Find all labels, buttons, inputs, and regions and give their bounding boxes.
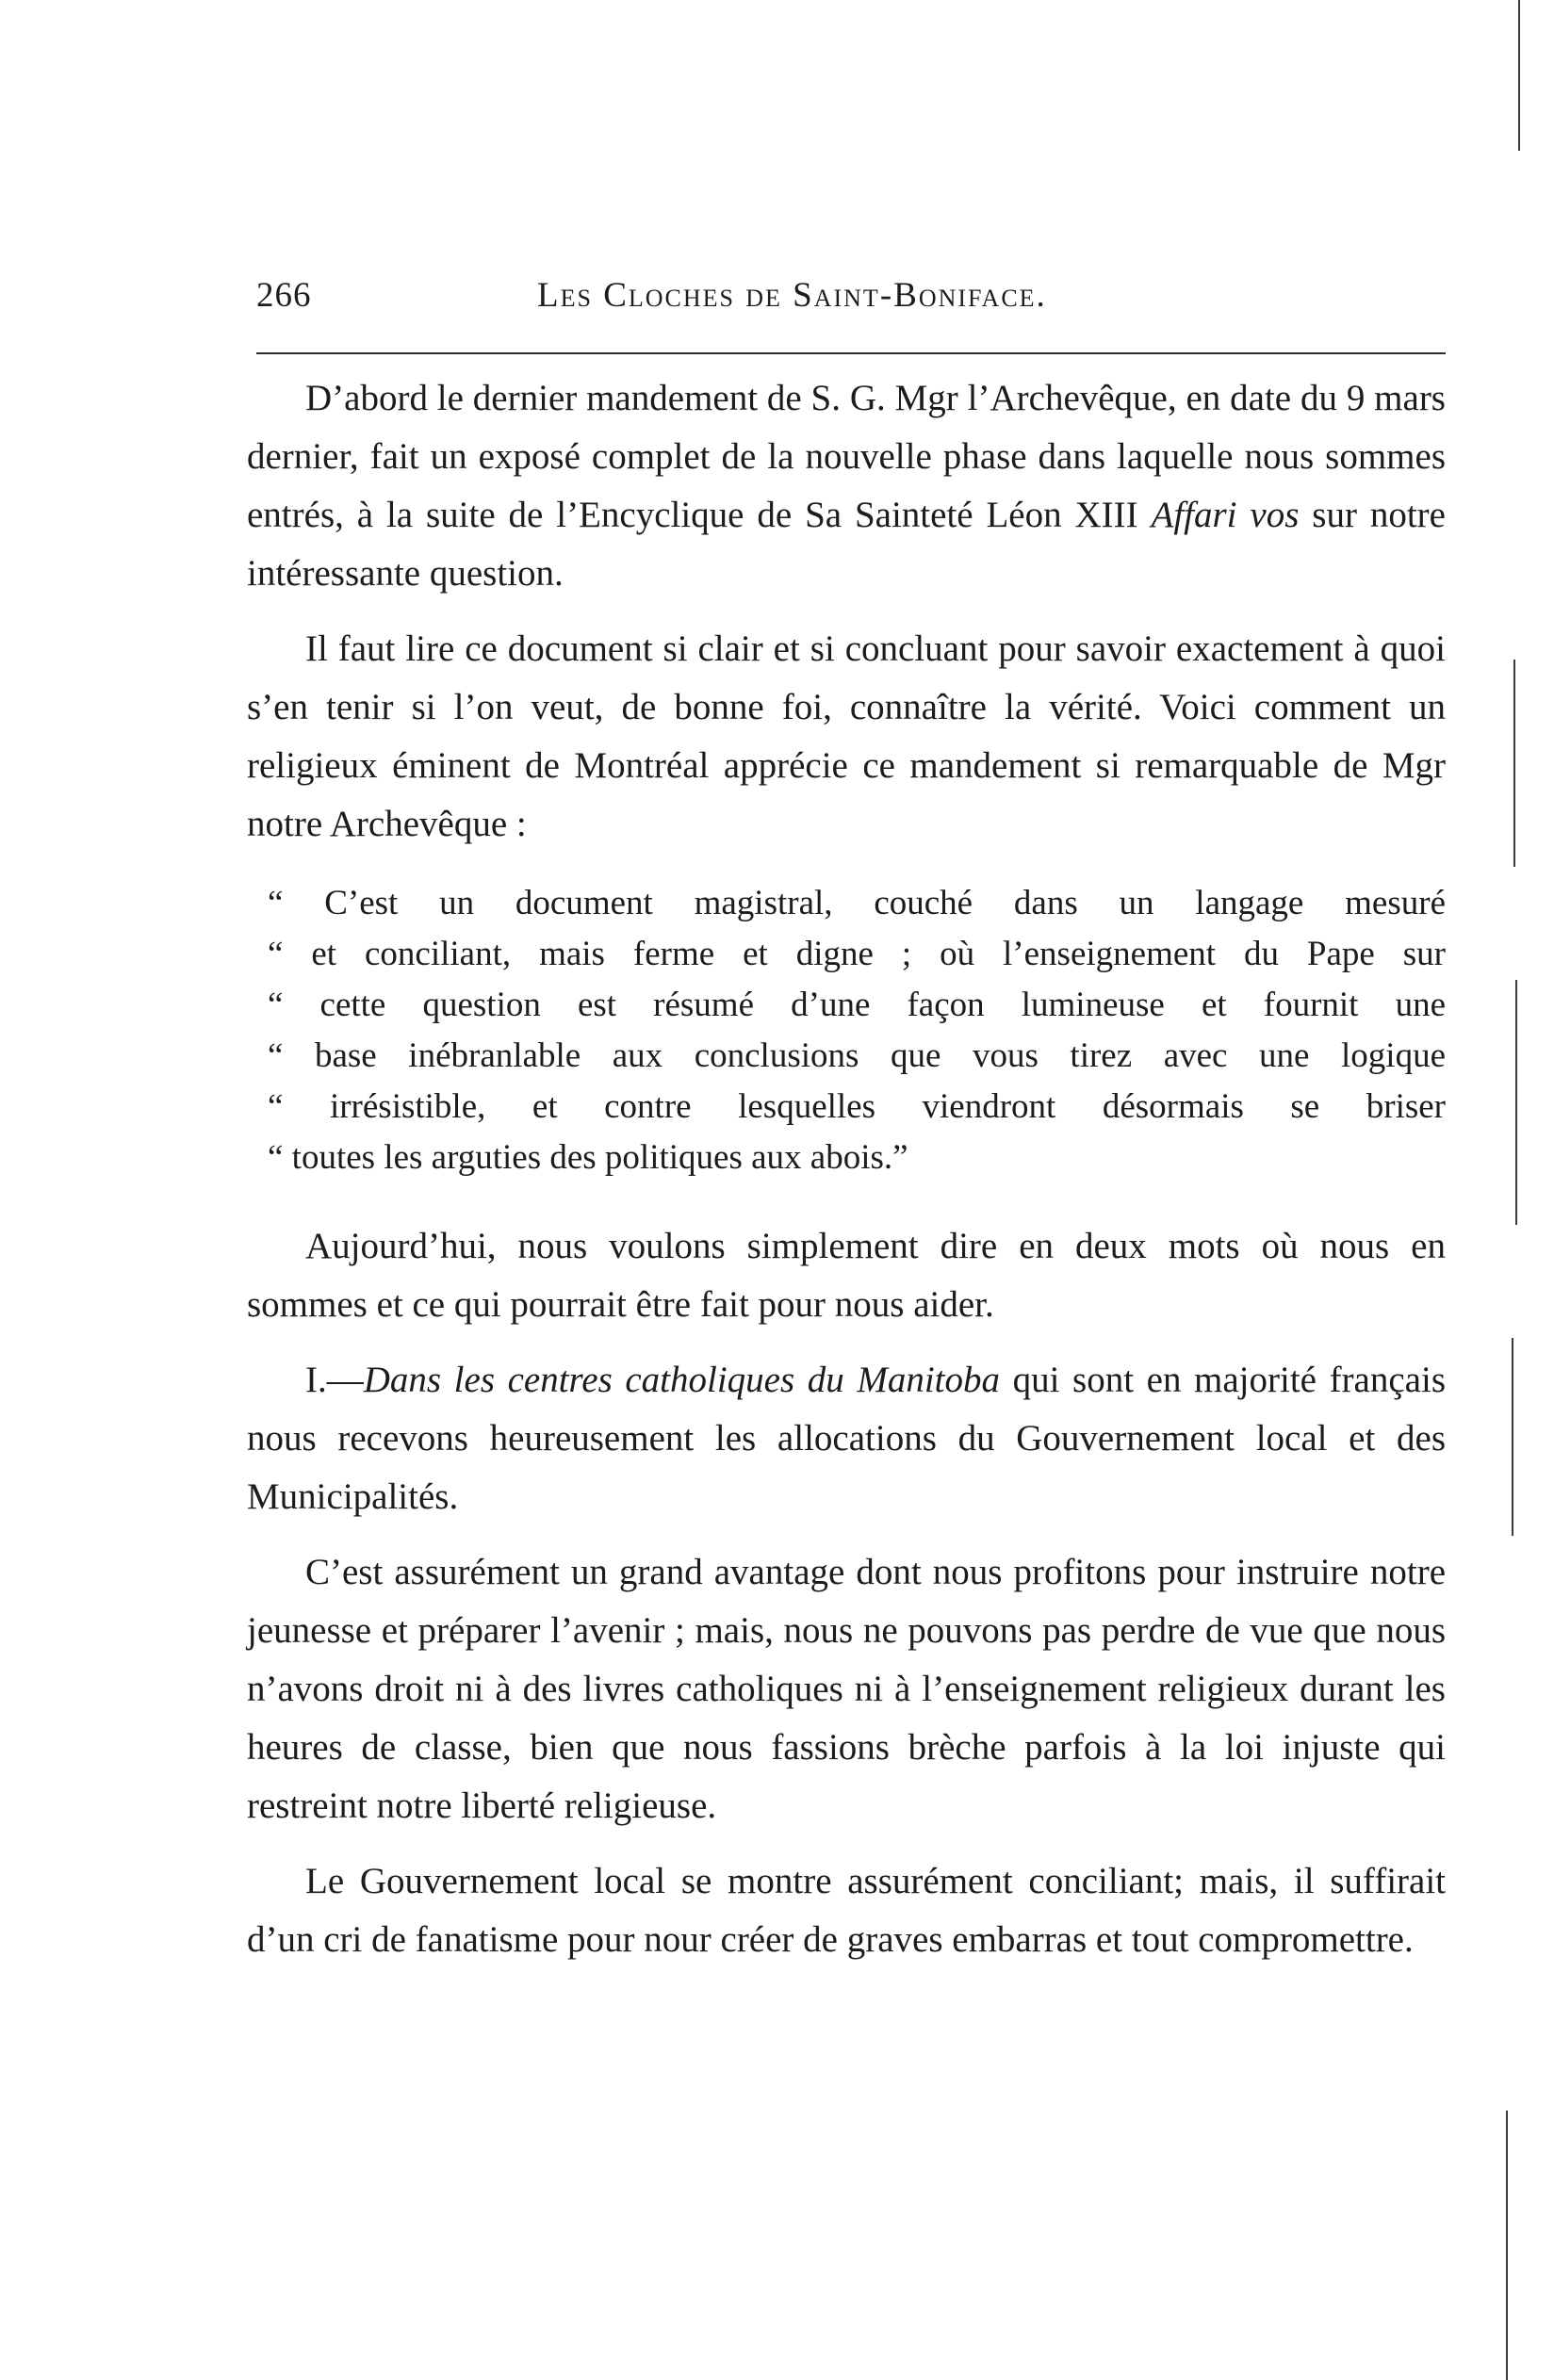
block-quote [247,878,1446,1183]
quote-line: “ et conciliant, mais ferme et digne ; où l’enseignement du Pape sur [268,935,1446,973]
paragraph-1 [247,369,1446,603]
paragraph-2: Il faut lire ce document si clair et si concluant pour savoir exactement à quoi s’en tenir si l’on veut, de bonne foi, connaître la vérité. Voici comment un religieux éminent de Montréal apprécie ce mandement si remarquable de Mgr notre Archevêque : [247,628,1446,844]
page-number: 266 [256,276,312,315]
scan-edge-mark [1513,660,1515,867]
quote-line: “ cette question est résumé d’une façon lumineuse et fournit une [268,986,1446,1024]
scan-edge-mark [1506,2111,1508,2380]
paragraph-1-end: sur notre intéressante question. [247,495,1446,594]
paragraph-4 [247,1351,1446,1526]
header-rule [256,352,1446,354]
section-number: I.— [305,1360,364,1400]
paragraph-4-end: qui sont en majorité français nous recevons heureusement les allocations du Gouvernement local et des Municipalités. [247,1360,1446,1517]
section-heading: Dans les centres catholiques du Manitoba [363,1360,1001,1400]
quote-line: “ C’est un document magistral, couché dans un langage mesuré [268,884,1446,922]
paragraph-5: C’est assurément un grand avantage dont nous profitons pour instruire notre jeunesse et préparer l’avenir ; mais, nous ne pouvons pas perdre de vue que nous n’avons droit ni à des livres catholiques ni à l’enseignement religieux durant les heures de classe, bien que nous fassions brèche parfois à la loi injuste qui restreint notre liberté religieuse. [247,1552,1446,1826]
scan-edge-mark [1518,0,1520,151]
paragraph-6: Le Gouvernement local se montre assurément conciliant; mais, il suffirait d’un cri de fanatisme pour nour créer de graves embarras et tout compromettre. [247,1861,1446,1960]
quote-line: “ irrésistible, et contre lesquelles viendront désormais se briser [268,1087,1446,1126]
quote-line: “ toutes les arguties des politiques aux abois.” [268,1138,908,1177]
paragraph-3: Aujourd’hui, nous voulons simplement dire en deux mots où nous en sommes et ce qui pourrait être fait pour nous aider. [247,1226,1446,1325]
body-text [247,369,1446,1986]
running-title: Les Cloches de Saint-Boniface. [537,276,1047,315]
scan-edge-mark [1515,980,1517,1225]
scan-edge-mark [1512,1338,1513,1536]
encyclical-title: Affari vos [1151,495,1300,535]
page-header [256,275,1446,328]
quote-line: “ base inébranlable aux conclusions que vous tirez avec une logique [268,1036,1446,1075]
paragraph-1-text: D’abord le dernier mandement de S. G. Mgr l’Archevêque, en date du 9 mars dernier, fait un exposé complet de la nouvelle phase dans laquelle nous sommes entrés, à la suite de l’Encyclique de Sa Sainteté Léon XIII [247,378,1446,535]
